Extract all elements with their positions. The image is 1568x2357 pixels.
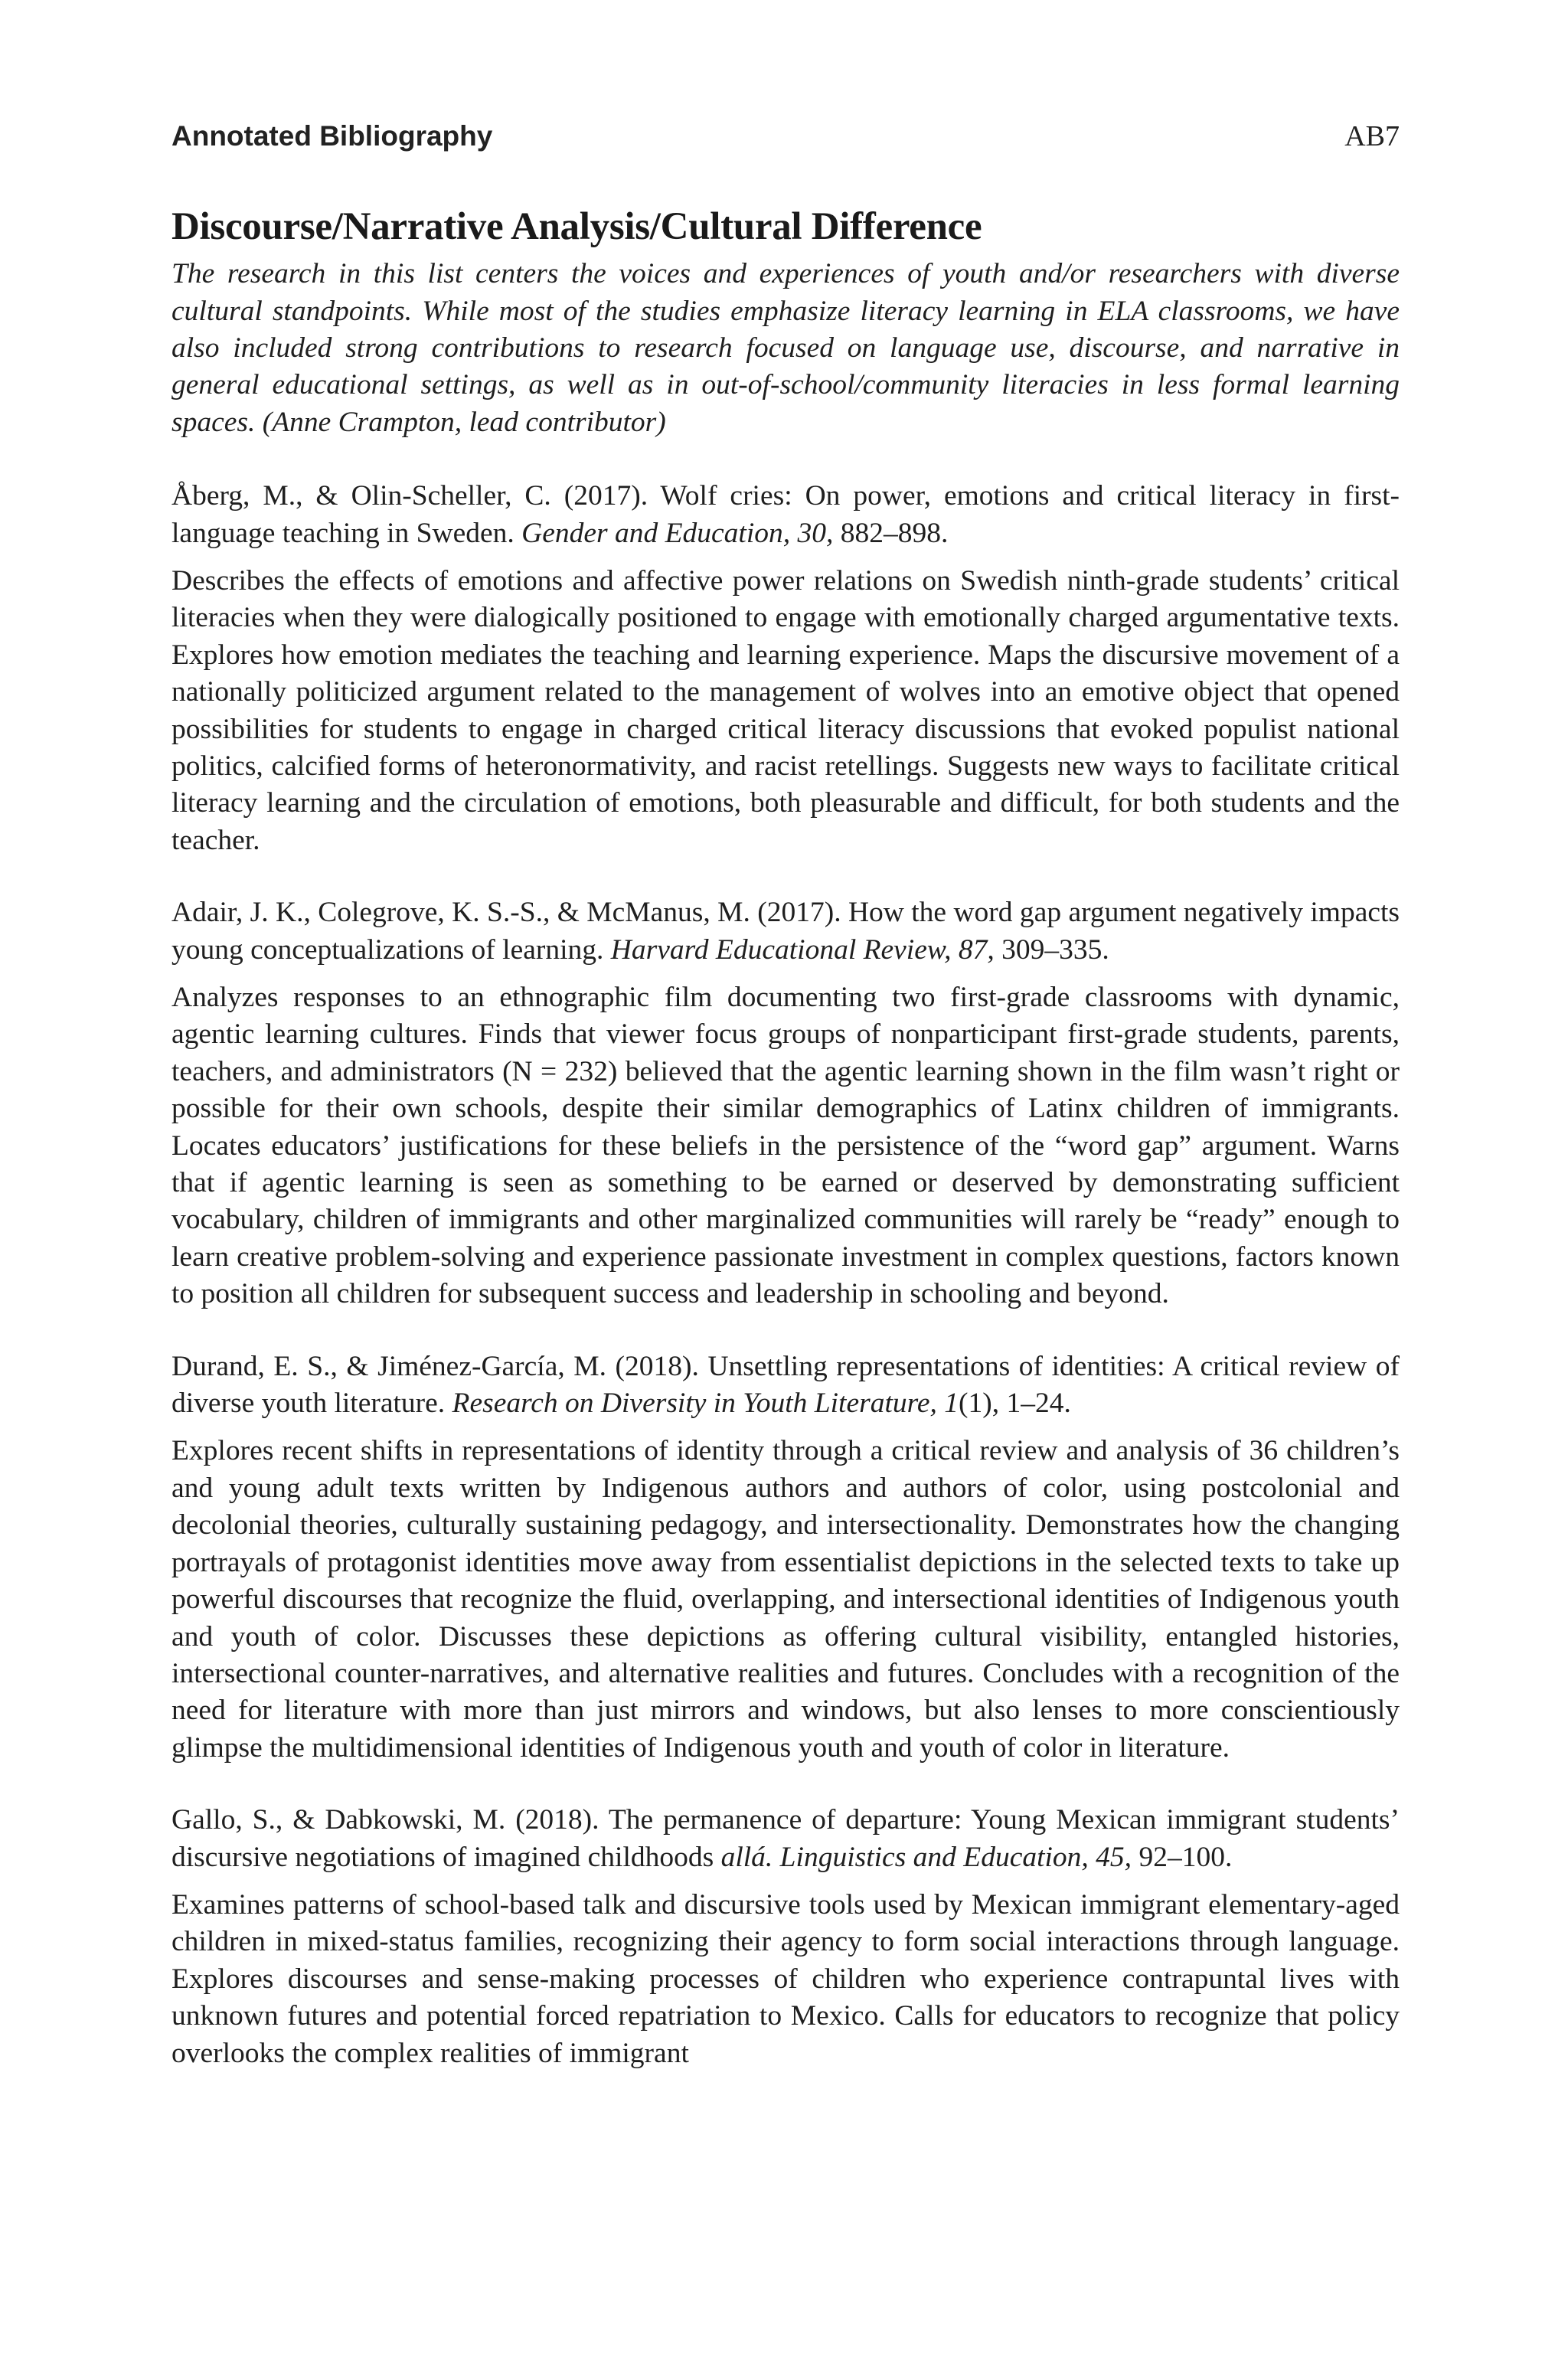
citation-authors-title: Durand, E. S., & Jiménez-García, M. (2018). Unsettling representations of identities: A critical review of diverse youth literature. — [172, 1350, 1400, 1420]
bibliography-entry — [172, 894, 1400, 1313]
bibliography-entry — [172, 1348, 1400, 1767]
citation-journal: Harvard Educational Review, 87, — [610, 933, 995, 966]
section-intro: The research in this list centers the voices and experiences of youth and/or researchers with diverse cultural standpoints. While most of the studies emphasize literacy learning in ELA classrooms, we have also included strong contributions to research focused on language use, discourse, and narrative in general educational settings, as well as in out-of-school/community literacies in less formal learning spaces. (Anne Crampton, lead contributor) — [172, 258, 1400, 438]
citation-authors-title: Adair, J. K., Colegrove, K. S.-S., & McManus, M. (2017). How the word gap argument negatively impacts young conceptualizations of learning. — [172, 897, 1400, 966]
page-number: AB7 — [1344, 120, 1400, 152]
citation — [172, 1348, 1400, 1423]
section-title: Discourse/Narrative Analysis/Cultural Difference — [172, 205, 982, 248]
annotation: Analyzes responses to an ethnographic film documenting two first-grade classrooms with dynamic, agentic learning cultures. Finds that viewer focus groups of nonparticipant first-grade students, parents, teachers, and administrators (N = 232) believed that the agentic learning shown in the film wasn’t right or possible for their own schools, despite their similar demographics of Latinx children of immigrants. Locates educators’ justifications for these beliefs in the persistence of the “word gap” argument. Warns that if agentic learning is seen as something to be earned or deserved by demonstrating sufficient vocabulary, children of immigrants and other marginalized communities will rarely be “ready” enough to learn creative problem-solving and experience passionate investment in complex questions, factors known to position all children for subsequent success and leadership in schooling and beyond. — [172, 982, 1400, 1310]
citation-authors-title: Gallo, S., & Dabkowski, M. (2018). The permanence of departure: Young Mexican immigrant students’ discursive negotiations of imagined childhoods — [172, 1804, 1400, 1873]
citation-authors-title: Åberg, M., & Olin-Scheller, C. (2017). Wolf cries: On power, emotions and critical literacy in first-language teaching in Sweden. — [172, 480, 1400, 549]
citation-journal: allá. Linguistics and Education, 45, — [720, 1841, 1132, 1873]
citation-pages: 882–898. — [833, 517, 949, 549]
annotation: Explores recent shifts in representations of identity through a critical review and analysis of 36 children’s and young adult texts written by Indigenous authors and authors of color, using postcolonial and decolonial theories, culturally sustaining pedagogy, and intersectionality. Demonstrates how the changing portrayals of protagonist identities move away from essentialist depictions in the selected texts to take up powerful discourses that recognize the fluid, overlapping, and intersectional identities of Indigenous youth and youth of color. Discusses these depictions as offering cultural visibility, entangled histories, intersectional counter-narratives, and alternative realities and futures. Concludes with a recognition of the need for literature with more than just mirrors and windows, but also lenses to more conscientiously glimpse the multidimensional identities of Indigenous youth and youth of color in literature. — [172, 1435, 1400, 1764]
document-page — [172, 119, 1400, 2107]
citation-journal: Gender and Education, 30, — [521, 517, 834, 549]
citation-pages: 309–335. — [994, 933, 1109, 966]
citation — [172, 894, 1400, 969]
citation-journal: Research on Diversity in Youth Literature, 1 — [452, 1388, 959, 1420]
citation — [172, 1802, 1400, 1876]
annotation: Examines patterns of school-based talk and discursive tools used by Mexican immigrant elementary-aged children in mixed-status families, recognizing their agency to form social interactions through language. Explores discourses and sense-making processes of children who experience contrapuntal lives with unknown futures and potential forced repatriation to Mexico. Calls for educators to recognize that policy overlooks the complex realities of immigrant — [172, 1888, 1400, 2069]
running-title: Annotated Bibliography — [172, 120, 493, 152]
bibliography-entry — [172, 1802, 1400, 2072]
running-header — [172, 119, 1400, 165]
annotation: Describes the effects of emotions and affective power relations on Swedish ninth-grade students’ critical literacies when they were dialogically positioned to engage with emotionally charged argumentative texts. Explores how emotion mediates the teaching and learning experience. Maps the discursive movement of a nationally politicized argument related to the management of wolves into an emotive object that opened possibilities for students to engage in charged critical literacy discussions that evoked populist national politics, calcified forms of heteronormativity, and racist retellings. Suggests new ways to facilitate critical literacy learning and the circulation of emotions, both pleasurable and difficult, for both students and the teacher. — [172, 564, 1400, 856]
citation-pages: (1), 1–24. — [958, 1388, 1071, 1420]
citation — [172, 478, 1400, 552]
citation-pages: 92–100. — [1132, 1841, 1233, 1873]
bibliography-entry — [172, 478, 1400, 859]
